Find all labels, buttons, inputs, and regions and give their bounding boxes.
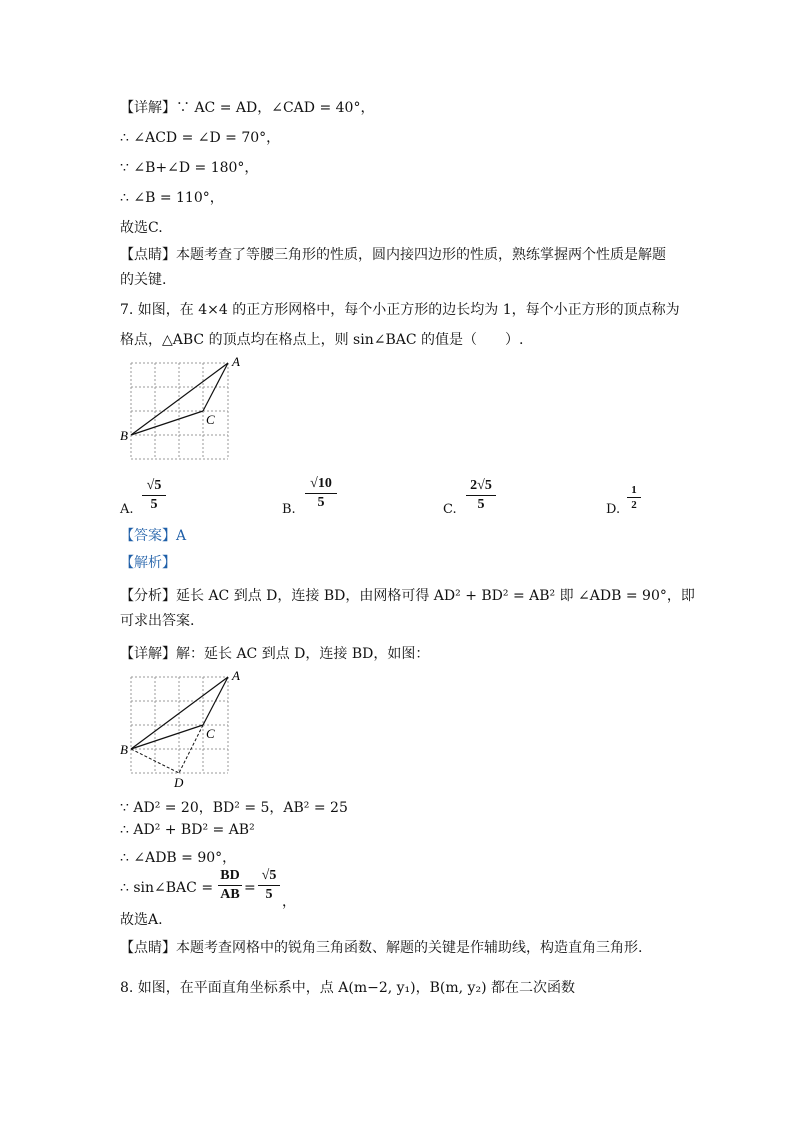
- fraction-bar: [627, 497, 641, 498]
- analysis-line-2: 可求出答案.: [120, 613, 195, 629]
- option-b-label: B.: [282, 502, 296, 517]
- fraction-bar: [218, 885, 242, 886]
- equals-sign: =: [244, 880, 256, 896]
- grid-figure-abd: [118, 666, 248, 790]
- option-d-fraction: [627, 484, 641, 511]
- label-b: B: [120, 428, 128, 443]
- fraction-denominator: 5: [265, 887, 273, 902]
- fraction-numerator: BD: [220, 868, 240, 883]
- detail-intro: 【详解】解：延长 AC 到点 D，连接 BD，如图：: [120, 646, 430, 662]
- detail-line-sum: ∴ AD² + BD² = AB²: [120, 822, 255, 838]
- question-8-line-1: 8. 如图，在平面直角坐标系中，点 A(m−2, y₁)，B(m, y₂) 都在二次函数: [120, 980, 575, 996]
- option-d-denominator: 2: [631, 499, 637, 511]
- option-c-fraction: [466, 478, 496, 513]
- option-a-numerator: √5: [146, 478, 162, 493]
- fraction-bar: [466, 495, 496, 496]
- detail-line-sin-prefix: ∴ sin∠BAC =: [120, 880, 214, 896]
- option-c-denominator: 5: [477, 497, 485, 512]
- answer-label: 【答案】A: [120, 528, 187, 544]
- option-d-label: D.: [606, 502, 621, 517]
- option-a-label: A.: [120, 502, 134, 517]
- question-7-line-2: 格点，△ABC 的顶点均在格点上，则 sin∠BAC 的值是（ ）.: [120, 332, 524, 348]
- option-b-denominator: 5: [317, 495, 325, 510]
- line-choice-a: 故选A.: [120, 912, 163, 928]
- option-d-numerator: 1: [631, 484, 637, 496]
- option-a-fraction: [142, 478, 166, 513]
- fraction-bar: [305, 493, 337, 494]
- label-b: B: [120, 742, 128, 757]
- grid-figure-abc: [118, 352, 248, 464]
- line-choice-c: 故选C.: [120, 220, 163, 236]
- detail-line-ad-bd-ab: ∵ AD² = 20，BD² = 5，AB² = 25: [120, 800, 348, 816]
- fraction-bar: [258, 885, 280, 886]
- line-detail-2: ∴ ∠ACD = ∠D = 70°，: [120, 130, 281, 146]
- fraction-bar: [142, 495, 166, 496]
- analysis-heading: 【解析】: [120, 555, 176, 571]
- label-a: A: [232, 668, 240, 683]
- analysis-line-1: 【分析】延长 AC 到点 D，连接 BD，由网格可得 AD² + BD² = AB² 即 ∠ADB = 90°，即: [120, 588, 695, 604]
- option-c-numerator: 2√5: [470, 478, 492, 493]
- option-b-fraction: [305, 476, 337, 511]
- line-detail-3: ∵ ∠B+∠D = 180°，: [120, 160, 259, 176]
- detail-line-angle: ∴ ∠ADB = 90°，: [120, 850, 237, 866]
- label-a: A: [232, 354, 240, 369]
- line-point-2: 的关键.: [120, 272, 167, 288]
- line-detail-4: ∴ ∠B = 110°，: [120, 190, 224, 206]
- label-c: C: [206, 726, 215, 741]
- option-b-numerator: √10: [310, 476, 332, 491]
- question-7-line-1: 7. 如图，在 4×4 的正方形网格中，每个小正方形的边长均为 1，每个小正方形的顶点称为: [120, 302, 680, 318]
- option-c-label: C.: [443, 502, 457, 517]
- sin-fraction-bd-ab: [218, 868, 242, 903]
- fraction-denominator: AB: [220, 887, 240, 902]
- label-d: D: [174, 775, 184, 790]
- fraction-numerator: √5: [261, 868, 277, 883]
- line-point-1: 【点睛】本题考查了等腰三角形的性质，圆内接四边形的性质，熟练掌握两个性质是解题: [120, 247, 666, 263]
- option-a-denominator: 5: [150, 497, 158, 512]
- detail-line-sin-suffix: ，: [282, 894, 296, 910]
- line-point-final: 【点睛】本题考查网格中的锐角三角函数、解题的关键是作辅助线，构造直角三角形.: [120, 940, 643, 956]
- label-c: C: [206, 412, 215, 427]
- sin-fraction-value: [258, 868, 280, 903]
- line-detail-1: 【详解】∵ AC = AD，∠CAD = 40°，: [120, 100, 375, 116]
